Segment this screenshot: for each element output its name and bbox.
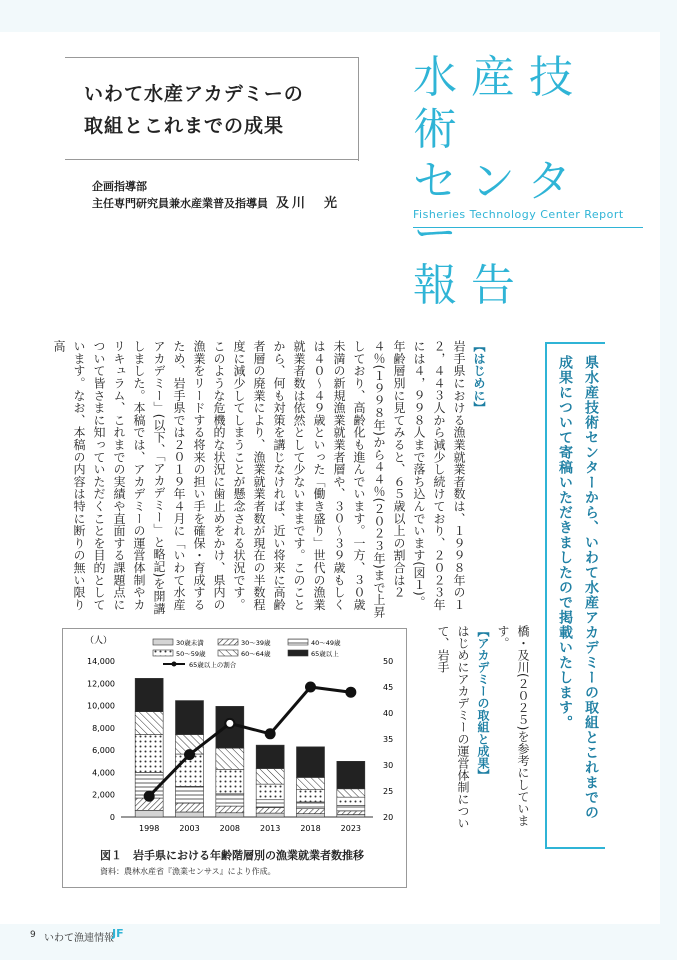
bar-segment [297, 747, 325, 778]
legend-line-label: 65歳以上の割合 [189, 661, 237, 669]
bar-segment [216, 806, 244, 813]
section-title [413, 52, 643, 312]
bar-segment [297, 802, 325, 809]
x-tick-label: 2018 [300, 824, 321, 833]
y-tick-label: 12,000 [87, 679, 115, 689]
y-tick-label: 4,000 [92, 768, 115, 778]
y-tick-label: 0 [109, 813, 115, 822]
x-tick-label: 2013 [259, 824, 281, 833]
bar-segment [297, 790, 325, 802]
bar-segment [216, 794, 244, 806]
intro-continuation: 橋・及川(２０２５)を参考にしています。 [496, 625, 530, 827]
line-point [185, 750, 194, 759]
bar-segment [256, 769, 284, 785]
section-title-line2: センター [413, 156, 586, 259]
bar-segment [337, 797, 365, 805]
legend-label: 60～64歳 [241, 650, 271, 658]
body-text-main [49, 340, 489, 620]
legend-label: 50～59歳 [176, 650, 206, 658]
line-point [145, 792, 154, 801]
bar-segment [135, 678, 163, 711]
x-tick-label: 2023 [340, 824, 362, 833]
line-point [306, 683, 315, 692]
heading-introduction: 【はじめに】 [472, 340, 486, 414]
y-tick-label: 14,000 [87, 657, 115, 666]
bar-segment [135, 735, 163, 773]
y2-tick-label: 25 [383, 787, 394, 796]
y-tick-label: 10,000 [87, 701, 115, 711]
bar-segment [337, 789, 365, 797]
author-role: 主任専門研究員兼水産業普及指導員 [92, 197, 268, 210]
section-subtitle-rule [413, 227, 643, 228]
y-tick-label: 2,000 [92, 790, 115, 800]
bar-segment [135, 712, 163, 735]
bar-segment [256, 808, 284, 814]
callout-text: 県水産技術センターから、いわて水産アカデミーの取組とこれまでの成果について寄稿いただきましたので掲載いたします。 [557, 355, 599, 820]
bar-segment [337, 761, 365, 789]
bar-segment [216, 813, 244, 817]
bar-segment [297, 809, 325, 814]
y2-tick-label: 40 [383, 709, 394, 718]
section-subtitle: Fisheries Technology Center Report [413, 208, 624, 221]
y-tick-label: 6,000 [92, 746, 115, 756]
legend-label: 65歳以上 [311, 650, 339, 658]
bar-segment [337, 811, 365, 815]
x-tick-label: 2008 [219, 824, 241, 833]
legend-swatch [218, 650, 238, 656]
line-point [225, 719, 234, 728]
intro-paragraph-1: 岩手県における漁業就業者数は、１９９８年の１２，４４３人から減少し続けており、２０２３年には４，９９８人まで落ち込んでいます(図１)。年齢層別に見てみると、６５歳以上の割合は２４％(１９９８年)から４４％(２０２３年)まで上昇しており、高齢化も進んでいます。一方、３０歳未満の新規漁業就業者層や、３０～３９歳もしくは４０～４９歳といった「働き盛り」世代の漁業就業者数は依然として少ないままです。このことから、何も対策を講じなければ、近い将来に高齢者層の廃業により、漁業就業者数が現在の半数程度に減少してしまうことが懸念される状況です。 [232, 340, 466, 619]
legend-label: 40～49歳 [311, 639, 341, 647]
legend-label: 30歳未満 [176, 639, 204, 647]
academy-paragraph-1: はじめにアカデミーの運営体制について、岩手 [436, 625, 470, 829]
heading-academy: 【アカデミーの取組と成果】 [476, 625, 490, 781]
line-point [346, 688, 355, 697]
article-title-line2: 取組とこれまでの成果 [84, 115, 285, 137]
publication-name: いわて漁連情報 [44, 933, 114, 944]
bar-segment [176, 803, 204, 812]
bar-segment [256, 784, 284, 800]
intro-paragraph-2: このような危機的な状況に歯止めをかけ、県内の漁業をリードする将来の担い手を確保・育成するため、岩手県では２０１９年４月に「いわて水産アカデミー」(以下、「アカデミー」と略記)を開講しました。本稿では、アカデミーの運営体制やカリキュラム、これまでの実績や直面する課題点について皆さまに知っていただくことを目的としています。なお、本稿の内容は特に断りの無い限り高 [52, 340, 226, 615]
bar-segment [337, 806, 365, 811]
y2-tick-label: 20 [383, 813, 394, 822]
bar-segment [216, 748, 244, 769]
line-point [266, 729, 275, 738]
legend-swatch [218, 639, 238, 645]
y2-tick-label: 30 [383, 761, 394, 770]
page-number: 9 [30, 930, 36, 940]
title-divider [65, 159, 358, 160]
bar-segment [176, 812, 204, 817]
section-title-line3: 報告 [413, 260, 529, 311]
article-title-line1: いわて水産アカデミーの [84, 83, 304, 105]
bar-segment [256, 813, 284, 817]
legend-swatch [288, 639, 308, 645]
bar-segment [135, 810, 163, 817]
legend-line-marker [172, 662, 177, 667]
bar-segment [337, 815, 365, 817]
figure-caption: 図１ 岩手県における年齢階層別の漁業就業者数推移 [100, 849, 364, 862]
bar-segment [216, 769, 244, 794]
bar-segment [256, 745, 284, 768]
legend-swatch [153, 639, 173, 645]
x-tick-label: 1998 [138, 824, 160, 833]
author-department: 企画指導部 [92, 180, 147, 193]
body-text-lower [415, 625, 533, 830]
legend-swatch [288, 650, 308, 656]
bar-segment [297, 814, 325, 817]
y2-tick-label: 50 [383, 657, 394, 666]
y2-tick-label: 45 [383, 683, 394, 692]
author-name: 及川 光 [276, 196, 341, 211]
y-tick-label: 8,000 [92, 723, 115, 733]
bar-segment [176, 701, 204, 735]
bar-segment [297, 777, 325, 789]
x-tick-label: 2003 [179, 824, 200, 833]
jf-logo: JF [112, 927, 124, 940]
section-title-line1: 水産技術 [413, 52, 587, 155]
y-unit-label: （人） [85, 636, 113, 646]
legend-swatch [153, 650, 173, 656]
article-title [84, 78, 344, 142]
bar-segment [256, 800, 284, 808]
figure-source: 資料：農林水産省『漁業センサス』により作成。 [100, 867, 276, 876]
y2-tick-label: 35 [383, 735, 394, 744]
bar-segment [176, 786, 204, 803]
legend-label: 30～39歳 [241, 639, 271, 647]
